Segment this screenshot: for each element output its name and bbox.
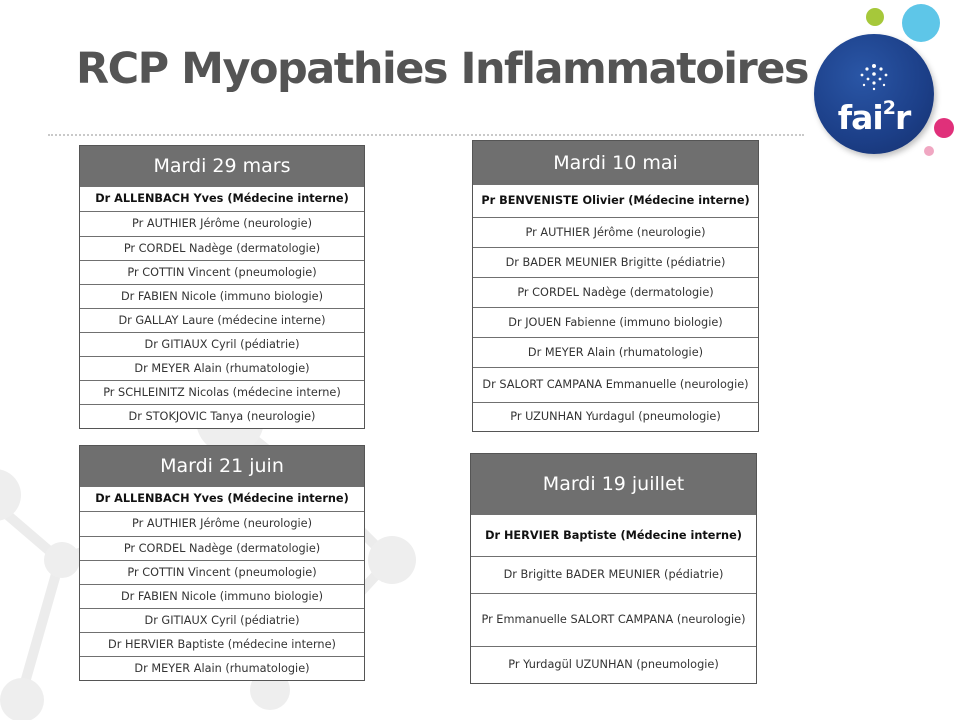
- session-date-header: Mardi 10 mai: [473, 141, 758, 184]
- logo-circle: [814, 34, 934, 154]
- session-member-row: Pr AUTHIER Jérôme (neurologie): [473, 217, 758, 247]
- session-member-row: Dr FABIEN Nicole (immuno biologie): [80, 584, 364, 608]
- session-panel: [470, 453, 757, 684]
- session-member-row: Pr AUTHIER Jérôme (neurologie): [80, 211, 364, 236]
- session-date-header: Mardi 29 mars: [80, 146, 364, 186]
- session-member-row: Pr CORDEL Nadège (dermatologie): [80, 236, 364, 260]
- page-title: RCP Myopathies Inflammatoires: [76, 44, 808, 94]
- session-member-row: Dr GALLAY Laure (médecine interne): [80, 308, 364, 332]
- session-lead-row: Dr ALLENBACH Yves (Médecine interne): [80, 486, 364, 511]
- session-panel: [472, 140, 759, 432]
- session-member-row: Dr FABIEN Nicole (immuno biologie): [80, 284, 364, 308]
- session-member-row: Pr COTTIN Vincent (pneumologie): [80, 560, 364, 584]
- session-member-row: Pr SCHLEINITZ Nicolas (médecine interne): [80, 380, 364, 404]
- session-member-row: Dr BADER MEUNIER Brigitte (pédiatrie): [473, 247, 758, 277]
- fai2r-logo: [806, 0, 960, 170]
- cyan-dot: [902, 4, 940, 42]
- session-member-row: Dr Brigitte BADER MEUNIER (pédiatrie): [471, 556, 756, 593]
- sparkle-icon: [854, 62, 894, 92]
- session-member-row: Dr HERVIER Baptiste (médecine interne): [80, 632, 364, 656]
- session-member-row: Dr JOUEN Fabienne (immuno biologie): [473, 307, 758, 337]
- session-date-header: Mardi 21 juin: [80, 446, 364, 486]
- session-member-row: Dr STOKJOVIC Tanya (neurologie): [80, 404, 364, 428]
- pink-dot: [924, 146, 934, 156]
- title-divider: [48, 134, 804, 136]
- session-member-row: Pr Yurdagül UZUNHAN (pneumologie): [471, 646, 756, 683]
- session-member-row: Dr GITIAUX Cyril (pédiatrie): [80, 332, 364, 356]
- session-lead-row: Dr ALLENBACH Yves (Médecine interne): [80, 186, 364, 211]
- session-member-row: Dr GITIAUX Cyril (pédiatrie): [80, 608, 364, 632]
- session-member-row: Dr SALORT CAMPANA Emmanuelle (neurologie): [473, 367, 758, 402]
- session-member-row: Pr COTTIN Vincent (pneumologie): [80, 260, 364, 284]
- session-date-header: Mardi 19 juillet: [471, 454, 756, 514]
- session-panel: [79, 145, 365, 429]
- session-member-row: Pr Emmanuelle SALORT CAMPANA (neurologie): [471, 593, 756, 646]
- session-member-row: Dr MEYER Alain (rhumatologie): [473, 337, 758, 367]
- session-panel: [79, 445, 365, 681]
- lime-dot: [866, 8, 884, 26]
- session-member-row: Dr MEYER Alain (rhumatologie): [80, 356, 364, 380]
- session-member-row: Pr CORDEL Nadège (dermatologie): [473, 277, 758, 307]
- session-member-row: Pr CORDEL Nadège (dermatologie): [80, 536, 364, 560]
- logo-wordmark: fai$^2$r: [837, 97, 911, 137]
- session-member-row: Dr MEYER Alain (rhumatologie): [80, 656, 364, 680]
- session-member-row: Pr UZUNHAN Yurdagul (pneumologie): [473, 402, 758, 431]
- session-lead-row: Dr HERVIER Baptiste (Médecine interne): [471, 514, 756, 556]
- magenta-dot: [934, 118, 954, 138]
- session-lead-row: Pr BENVENISTE Olivier (Médecine interne): [473, 184, 758, 217]
- session-member-row: Pr AUTHIER Jérôme (neurologie): [80, 511, 364, 536]
